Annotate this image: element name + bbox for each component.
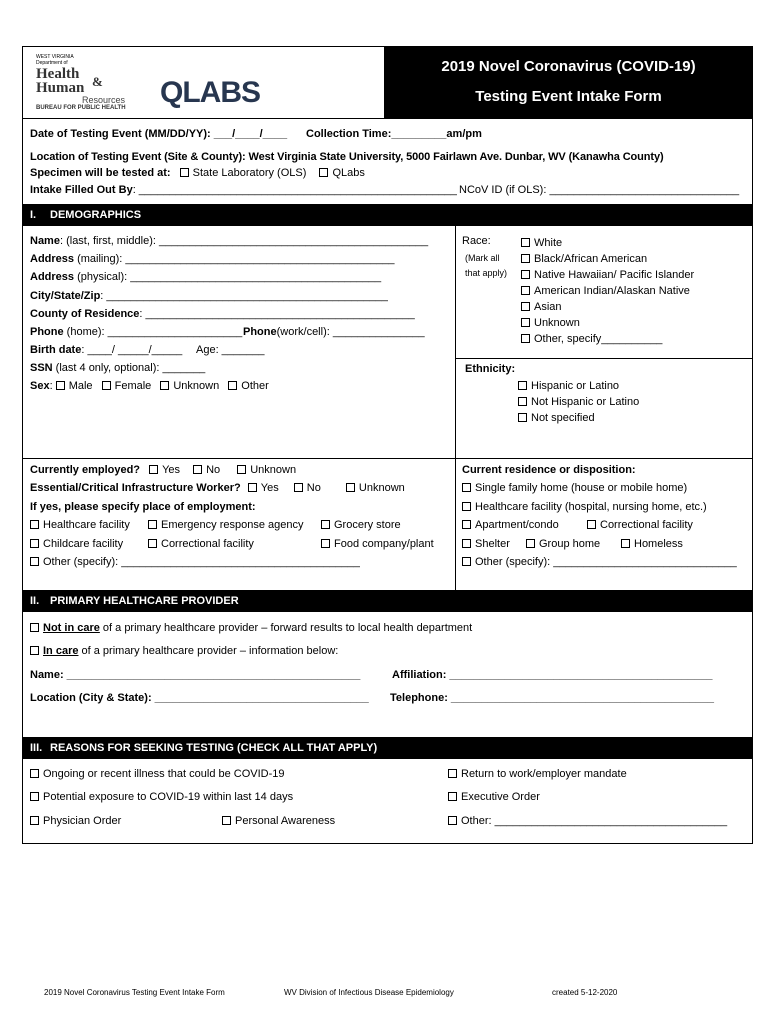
checkbox[interactable]: [521, 270, 530, 279]
in-care-option[interactable]: [30, 645, 338, 657]
qlabs-logo: QLABS: [160, 76, 260, 109]
sex-opt: Other: [241, 380, 269, 392]
checkbox[interactable]: [462, 483, 471, 492]
divider: [22, 118, 753, 119]
line: (work/cell): _______________: [276, 326, 425, 338]
race-note: that apply): [465, 268, 508, 278]
sex-label: Sex: [30, 380, 50, 392]
label: Other (specify): ______________________________: [475, 556, 737, 568]
logo-bureau: BUREAU FOR PUBLIC HEALTH: [36, 105, 126, 111]
not-in-care-option[interactable]: [30, 622, 472, 634]
line: (mailing): ____________________________________________: [74, 253, 395, 265]
section-num: III.: [30, 742, 43, 754]
eth-hispanic[interactable]: [518, 378, 639, 394]
employed-row: [30, 464, 296, 476]
checkbox-unknown[interactable]: [346, 483, 355, 492]
checkbox[interactable]: [518, 397, 527, 406]
label: No: [306, 482, 321, 494]
logo-human: Human: [36, 80, 85, 96]
label: Apartment/condo: [475, 519, 559, 531]
label: Correctional facility: [161, 538, 254, 550]
form-title-line2: Testing Event Intake Form: [475, 88, 662, 105]
line: : (last, first, middle): ____________________________________________: [59, 235, 429, 247]
checkbox[interactable]: [448, 769, 457, 778]
checkbox[interactable]: [521, 302, 530, 311]
divider: [22, 458, 753, 459]
line: : ____________________________________________: [139, 308, 415, 320]
county-field[interactable]: [30, 308, 415, 320]
reason-physician-order[interactable]: [30, 815, 121, 827]
checkbox[interactable]: [462, 557, 471, 566]
intake-label: Intake Filled Out By: [30, 184, 133, 196]
label: Food company/plant: [334, 538, 434, 550]
birth-date-field[interactable]: [30, 344, 182, 356]
line: (physical): _________________________________________: [74, 271, 382, 283]
checkbox[interactable]: [526, 539, 535, 548]
collection-time-field[interactable]: Collection Time:_________am/pm: [306, 128, 482, 140]
form-frame: [22, 46, 753, 844]
checkbox[interactable]: [30, 520, 39, 529]
race-native[interactable]: [521, 283, 694, 299]
reason-personal-awareness[interactable]: [222, 815, 335, 827]
provider-name-field[interactable]: Name: ________________________________________________: [30, 669, 361, 681]
label: Name: [30, 235, 60, 247]
checkbox[interactable]: [587, 520, 596, 529]
label: SSN: [30, 362, 53, 374]
sex-opt: Male: [68, 380, 93, 392]
label: Yes: [260, 482, 279, 494]
res-group-home[interactable]: [526, 538, 600, 550]
label: Emergency response agency: [161, 519, 304, 531]
checkbox-yes[interactable]: [149, 465, 158, 474]
place-correctional[interactable]: [148, 538, 254, 550]
intake-line: : ____________________________________________________: [132, 184, 457, 196]
label: Executive Order: [461, 791, 540, 803]
provider-location-field[interactable]: Location (City & State): ___________________________________: [30, 692, 369, 704]
label: Hispanic or Latino: [531, 380, 620, 392]
footer-right: created 5-12-2020: [552, 988, 618, 997]
label: Birth date: [30, 344, 82, 356]
sex-opt: Female: [114, 380, 152, 392]
checkbox-unknown[interactable]: [160, 381, 169, 390]
essential-label: Essential/Critical Infrastructure Worker?: [30, 482, 241, 494]
checkbox[interactable]: [30, 646, 39, 655]
label: Native Hawaiian/ Pacific Islander: [534, 269, 695, 281]
checkbox[interactable]: [521, 254, 530, 263]
checkbox[interactable]: [462, 502, 471, 511]
specimen-label: Specimen will be tested at:: [30, 167, 171, 179]
place-childcare[interactable]: [30, 538, 123, 550]
line: : ____/ _____/_____: [81, 344, 183, 356]
label: of a primary healthcare provider – information below:: [78, 645, 339, 657]
race-other[interactable]: [521, 331, 694, 347]
label-emphasis: Not in care: [43, 622, 100, 634]
label: County of Residence: [30, 308, 140, 320]
checkbox[interactable]: [621, 539, 630, 548]
race-asian[interactable]: [521, 299, 694, 315]
employed-label: Currently employed?: [30, 464, 141, 476]
age-field[interactable]: Age: _______: [196, 344, 265, 356]
label: Personal Awareness: [235, 815, 336, 827]
checkbox-qlabs[interactable]: [319, 168, 328, 177]
checkbox[interactable]: [30, 769, 39, 778]
label: of a primary healthcare provider – forward results to local health department: [99, 622, 473, 634]
checkbox[interactable]: [521, 334, 530, 343]
label: Correctional facility: [600, 519, 693, 531]
intake-filled-field[interactable]: [30, 184, 457, 196]
reason-illness[interactable]: [30, 768, 285, 780]
checkbox[interactable]: [148, 520, 157, 529]
checkbox-ols[interactable]: [180, 168, 189, 177]
label: Unknown: [534, 317, 580, 329]
label: Not Hispanic or Latino: [531, 396, 640, 408]
phone-home-field[interactable]: [30, 326, 242, 338]
provider-affiliation-field[interactable]: Affiliation: ___________________________________________: [392, 669, 713, 681]
ethnicity-options: [518, 378, 639, 426]
reason-exposure[interactable]: [30, 791, 293, 803]
label: Unknown: [250, 464, 297, 476]
label: City/State/Zip: [30, 290, 101, 302]
footer-left: 2019 Novel Coronavirus Testing Event Intake Form: [44, 988, 225, 997]
label: Address: [30, 253, 75, 265]
checkbox[interactable]: [30, 557, 39, 566]
logo-health: Health: [36, 66, 80, 82]
divider: [455, 226, 456, 590]
res-other[interactable]: [462, 556, 737, 568]
checkbox-no[interactable]: [294, 483, 303, 492]
place-healthcare[interactable]: [30, 519, 130, 531]
checkbox-male[interactable]: [56, 381, 65, 390]
specimen-ols-label: State Laboratory (OLS): [192, 167, 307, 179]
checkbox[interactable]: [521, 238, 530, 247]
date-of-event-field[interactable]: Date of Testing Event (MM/DD/YY): ___/____/____: [30, 128, 288, 140]
physical-address-field[interactable]: [30, 271, 381, 283]
line: (last 4 only, optional): _______: [52, 362, 206, 374]
place-label: If yes, please specify place of employment:: [30, 501, 256, 513]
label: Yes: [162, 464, 181, 476]
checkbox[interactable]: [30, 623, 39, 632]
label: Other, specify__________: [534, 333, 663, 345]
label: Potential exposure to COVID-19 within last 14 days: [43, 791, 294, 803]
label: Not specified: [531, 412, 595, 424]
checkbox[interactable]: [462, 520, 471, 529]
label: Group home: [539, 538, 601, 550]
checkbox[interactable]: [148, 539, 157, 548]
ncov-id-field[interactable]: NCoV ID (if OLS): _______________________________: [459, 184, 740, 196]
section-provider-bar: [22, 590, 753, 612]
place-grocery[interactable]: [321, 519, 401, 531]
footer-center: WV Division of Infectious Disease Epidemiology: [284, 988, 454, 997]
line: (home): ______________________: [63, 326, 243, 338]
divider: [455, 358, 753, 359]
race-white[interactable]: [521, 235, 694, 251]
residence-label: Current residence or disposition:: [462, 464, 636, 476]
location-of-event: Location of Testing Event (Site & County): West Virginia State University, 5000 Fairlawn Ave. Dunbar, WV (Kanawha County): [30, 151, 664, 163]
label: Childcare facility: [43, 538, 124, 550]
label: Unknown: [358, 482, 405, 494]
eth-not-hispanic[interactable]: [518, 394, 639, 410]
checkbox[interactable]: [448, 816, 457, 825]
specimen-qlabs-label: QLabs: [332, 167, 365, 179]
label: Address: [30, 271, 75, 283]
form-title-line1: 2019 Novel Coronavirus (COVID-19): [441, 58, 696, 75]
checkbox[interactable]: [30, 539, 39, 548]
ssn-field[interactable]: [30, 362, 205, 374]
label: Black/African American: [534, 253, 648, 265]
place-food[interactable]: [321, 538, 434, 550]
section-num: I.: [30, 209, 37, 221]
section-title: DEMOGRAPHICS: [50, 209, 142, 221]
label: Other (specify): _______________________________________: [43, 556, 360, 568]
section-title: REASONS FOR SEEKING TESTING (CHECK ALL THAT APPLY): [50, 742, 378, 754]
res-healthcare[interactable]: [462, 501, 707, 513]
checkbox[interactable]: [521, 318, 530, 327]
logo-resources: Resources: [82, 95, 126, 105]
logo-small-text: WEST VIRGINIA Department of: [36, 54, 74, 66]
checkbox-yes[interactable]: [248, 483, 257, 492]
reason-executive-order[interactable]: [448, 791, 540, 803]
label: Phone: [243, 326, 277, 338]
label: White: [534, 237, 563, 249]
label: Homeless: [634, 538, 683, 550]
title-box: [384, 46, 753, 118]
ethnicity-label: Ethnicity:: [465, 363, 516, 375]
race-hawaiian[interactable]: [521, 267, 694, 283]
label: American Indian/Alaskan Native: [534, 285, 690, 297]
label: Healthcare facility: [43, 519, 130, 531]
race-unknown[interactable]: [521, 315, 694, 331]
label: Single family home (house or mobile home): [475, 482, 688, 494]
name-field[interactable]: [30, 235, 428, 247]
reason-return-to-work[interactable]: [448, 768, 627, 780]
checkbox[interactable]: [321, 520, 330, 529]
checkbox[interactable]: [321, 539, 330, 548]
label: Return to work/employer mandate: [461, 768, 627, 780]
checkbox[interactable]: [462, 539, 471, 548]
checkbox[interactable]: [518, 381, 527, 390]
checkbox[interactable]: [222, 816, 231, 825]
label: Phone: [30, 326, 64, 338]
checkbox[interactable]: [448, 792, 457, 801]
res-shelter[interactable]: [462, 538, 510, 550]
race-options: [521, 235, 694, 347]
label: No: [206, 464, 221, 476]
label: Physician Order: [43, 815, 122, 827]
label: Shelter: [475, 538, 510, 550]
label: Other: ______________________________________: [461, 815, 728, 827]
place-emergency[interactable]: [148, 519, 303, 531]
specimen-row: [30, 167, 365, 179]
label: Asian: [534, 301, 562, 313]
res-single[interactable]: [462, 482, 687, 494]
res-apartment[interactable]: [462, 519, 559, 531]
essential-row: [30, 482, 405, 494]
phone-work-field[interactable]: [243, 326, 425, 338]
checkbox-no[interactable]: [193, 465, 202, 474]
sex-opt: Unknown: [173, 380, 220, 392]
res-homeless[interactable]: [621, 538, 683, 550]
line: : ______________________________________________: [100, 290, 388, 302]
label: Healthcare facility (hospital, nursing home, etc.): [475, 501, 707, 513]
label: Ongoing or recent illness that could be COVID-19: [43, 768, 285, 780]
provider-telephone-field[interactable]: Telephone: ___________________________________________: [390, 692, 714, 704]
section-title: PRIMARY HEALTHCARE PROVIDER: [50, 595, 239, 607]
race-label: Race:: [462, 235, 491, 247]
label-emphasis: In care: [43, 645, 79, 657]
race-note: (Mark all: [465, 253, 500, 263]
mailing-address-field[interactable]: [30, 253, 395, 265]
race-black[interactable]: [521, 251, 694, 267]
sex-row: [30, 380, 269, 392]
section-reasons-bar: [22, 737, 753, 759]
logo-amp: &: [92, 74, 103, 89]
checkbox[interactable]: [518, 413, 527, 422]
section-demographics-bar: [22, 204, 753, 226]
section-num: II.: [30, 595, 40, 607]
colon: :: [49, 380, 56, 392]
checkbox-female[interactable]: [102, 381, 111, 390]
checkbox[interactable]: [30, 792, 39, 801]
checkbox[interactable]: [521, 286, 530, 295]
res-correctional[interactable]: [587, 519, 693, 531]
reason-other[interactable]: [448, 815, 727, 827]
wvdhhr-logo: [34, 54, 140, 112]
checkbox[interactable]: [30, 816, 39, 825]
place-other[interactable]: [30, 556, 360, 568]
checkbox-other[interactable]: [228, 381, 237, 390]
label: Grocery store: [334, 519, 401, 531]
city-state-zip-field[interactable]: [30, 290, 388, 302]
eth-not-specified[interactable]: [518, 410, 639, 426]
checkbox-unknown[interactable]: [237, 465, 246, 474]
